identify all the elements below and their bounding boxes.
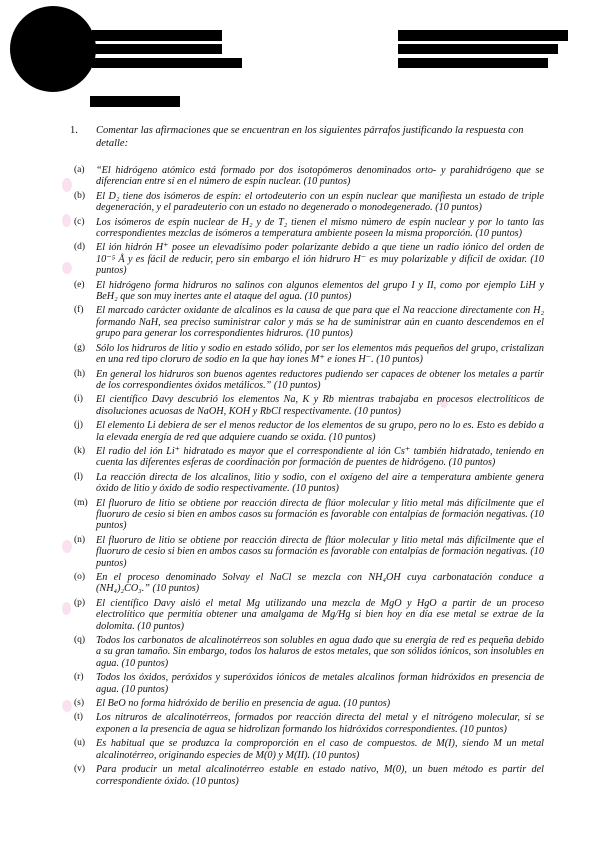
statement-item — [74, 498, 544, 532]
statement-text: Los nitruros de alcalinotérreos, formados por reacción directa del metal y el nitrógeno molecular, si se exponen a la presencia de agua se hidrolizan formando los hidróxidos correspondientes. (10 puntos) — [96, 712, 544, 735]
statement-label: (j) — [74, 420, 83, 431]
statement-text: Los isómeros de espín nuclear de H₂ y de T₂ tienen el mismo número de espín nuclear y por lo tanto las correspondientes mezclas de isómeros a temperatura ambiente poseen la misma proporción. (10 puntos) — [96, 216, 544, 240]
redacted-header-right-2 — [398, 44, 558, 54]
redacted-logo — [10, 6, 96, 92]
statement-label: (d) — [74, 242, 86, 253]
redacted-header-line-2 — [92, 44, 222, 54]
redacted-header-line-1 — [92, 30, 222, 41]
statement-label: (g) — [74, 342, 86, 353]
statement-text: Es habitual que se produzca la comproporción en el caso de compuestos. de M(I), siendo M un metal alcalinotérreo, originando especies de M(0) y M(II). (10 puntos) — [96, 738, 544, 761]
statement-label: (q) — [74, 635, 86, 646]
margin-mark — [62, 700, 72, 712]
statement-text: Para producir un metal alcalinotérreo estable en estado nativo, M(0), un buen método es partir del correspondiente óxido. (10 puntos) — [96, 764, 544, 787]
statement-item — [74, 698, 544, 709]
statement-text: El hidrógeno forma hidruros no salinos con algunos elementos del grupo I y II, como por ejemplo LiH y BeH₂ que son muy inertes ante el ataque del agua. (10 puntos) — [96, 279, 544, 303]
statement-text: Sólo los hidruros de litio y sodio en estado sólido, por ser los elementos más pequeños del grupo, cristalizan en una red tipo cloruro de sodio en la que hay iones M⁺ e iones H⁻. (10 puntos) — [96, 342, 544, 366]
statement-text: El elemento Li debiera de ser el menos reductor de los elementos de su grupo, pero no lo es. Esto es debido a la elevada energía de red que adquiere cuando se oxida. (10 puntos) — [96, 420, 544, 443]
statement-label: (o) — [74, 572, 86, 582]
statement-label: (f) — [74, 305, 84, 316]
statement-text: El D₂ tiene dos isómeros de espín: el ortodeuterio con un espín nuclear que manifiesta un estado de triple degeneración, y el paradeuterio con un estado no degenerado o monodegenerado. (10 puntos) — [96, 190, 544, 214]
statement-text: Todos los carbonatos de alcalinotérreos son solubles en agua dado que su energía de red es pequeña debido a su gran tamaño. Sin embargo, todos los haluros de estos metales, que son sólidos iónicos, son insolubles en agua. (10 puntos) — [96, 635, 544, 669]
statement-text: El BeO no forma hidróxido de berilio en presencia de agua. (10 puntos) — [96, 698, 391, 710]
statement-item — [74, 712, 544, 735]
statement-item — [74, 598, 544, 632]
statement-item — [74, 535, 544, 569]
statement-text: “El hidrógeno atómico está formado por dos isotopómeros denominados orto- y parahidrógeno que se diferencian entre sí en el número de espín nuclear. (10 puntos) — [96, 165, 544, 188]
statement-item — [74, 764, 544, 787]
statement-label: (b) — [74, 190, 86, 201]
statement-text: La reacción directa de los alcalinos, litio y sodio, con el oxígeno del aire a temperatura ambiente genera óxido de litio y óxido de sodio respectivamente. (10 puntos) — [96, 471, 544, 495]
question-number: 1. — [70, 125, 78, 136]
statement-item — [74, 280, 544, 303]
statement-text: El fluoruro de litio se obtiene por reacción directa de flúor molecular y litio metal más difícilmente que el fluoruro de cesio si bien en ambos casos su formación es favorable con entalpías de formación negativas. (10 puntos) — [96, 534, 544, 569]
margin-mark — [62, 262, 72, 274]
redacted-name-block — [90, 96, 180, 107]
statement-item — [74, 165, 544, 188]
statement-label: (a) — [74, 165, 85, 175]
statement-label: (i) — [74, 394, 83, 405]
statement-item — [74, 305, 544, 339]
redacted-header-right-3 — [398, 58, 548, 68]
statement-item — [74, 472, 544, 495]
statement-item — [74, 420, 544, 443]
question-text: Comentar las afirmaciones que se encuentran en los siguientes párrafos justificando la respuesta con detalle: — [96, 125, 524, 149]
margin-mark — [62, 214, 71, 227]
statement-item — [74, 672, 544, 695]
statement-label: (p) — [74, 597, 86, 608]
question-heading — [70, 124, 552, 150]
statement-label: (k) — [74, 445, 86, 456]
margin-mark — [62, 540, 72, 553]
statement-item — [74, 446, 544, 469]
statement-label: (m) — [74, 497, 88, 508]
redacted-header-line-3 — [92, 58, 242, 68]
redacted-header-right-1 — [398, 30, 568, 41]
statement-text: El fluoruro de litio se obtiene por reacción directa de flúor molecular y litio metal más difícilmente que el fluoruro de cesio si bien en ambos casos su formación es favorable con entalpías de formación negativas. (10 puntos) — [96, 497, 544, 532]
statement-item — [74, 738, 544, 761]
statement-text: El radio del ión Li⁺ hidratado es mayor que el correspondiente al ión Cs⁺ también hidratado, teniendo en cuenta las diferentes esferas de coordinación por formación de puentes de hidrógeno. (10 puntos) — [96, 445, 544, 469]
statement-text: El científico Davy aisló el metal Mg utilizando una mezcla de MgO y HgO a partir de un proceso electrolítico que permitía obtener una amalgama de Mg/Hg si bien hoy en día ese metal se extrae de la dolomita. (10 puntos) — [96, 597, 544, 632]
statement-item — [74, 635, 544, 669]
statement-label: (c) — [74, 216, 85, 227]
statement-label: (s) — [74, 698, 85, 709]
statement-list — [74, 165, 544, 790]
statement-item — [74, 572, 544, 595]
statement-text: En general los hidruros son buenos agentes reductores pudiendo ser capaces de obtener los metales a partir de los correspondientes óxidos metálicos.” (10 puntos) — [96, 368, 544, 391]
statement-label: (l) — [74, 471, 83, 482]
statement-text: El marcado carácter oxidante de alcalinos es la causa de que para que el Na reaccione directamente con H₂ formando NaH, sea preciso suministrar calor y más se ha de suministrar aún en cuanto descendemos en el grupo para generar los correspondientes hidruros. (10 puntos) — [96, 305, 544, 340]
statement-text: El científico Davy descubrió los elementos Na, K y Rb mientras trabajaba en procesos electrolíticos de disoluciones acuosas de NaOH, KOH y RbCl respectivamente. (10 puntos) — [96, 394, 544, 417]
statement-label: (e) — [74, 279, 85, 290]
statement-label: (t) — [74, 712, 83, 723]
statement-label: (r) — [74, 672, 84, 683]
statement-label: (u) — [74, 738, 86, 749]
statement-item — [74, 191, 544, 214]
statement-label: (n) — [74, 534, 86, 545]
statement-item — [74, 242, 544, 276]
margin-mark — [62, 178, 72, 192]
statement-item — [74, 217, 544, 240]
statement-label: (v) — [74, 764, 86, 775]
statement-text: El ión hidrón H⁺ posee un elevadísimo poder polarizante debido a que tiene un radio iónico del orden de 10⁻⁵ Å y es fácil de reducir, pero sin embargo el ión hidruro H⁻ es muy polarizable y difícil de oxidar. (10 puntos) — [96, 242, 544, 277]
statement-text: Todos los óxidos, peróxidos y superóxidos iónicos de metales alcalinos forman hidróxidos en presencia de agua. (10 puntos) — [96, 672, 544, 695]
statement-text: En el proceso denominado Solvay el NaCl se mezcla con NH₄OH cuya carbonatación conduce a (NH₄)₂CO₃.” (10 puntos) — [96, 572, 544, 595]
statement-item — [74, 369, 544, 392]
margin-mark — [62, 602, 71, 615]
statement-item — [74, 343, 544, 366]
statement-label: (h) — [74, 368, 86, 379]
statement-item — [74, 394, 544, 417]
